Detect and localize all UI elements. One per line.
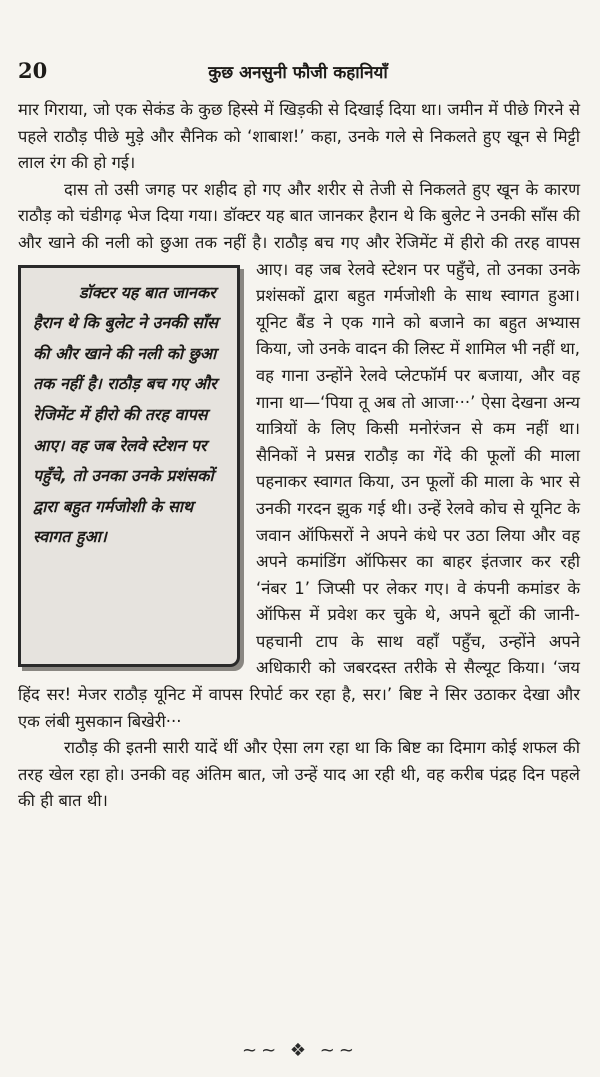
page-number: 20 [18,58,48,83]
body-text [18,97,580,815]
paragraph-2 [18,177,580,735]
pull-quote-box: डॉक्टर यह बात जानकर हैरान थे कि बुलेट ने उनकी साँस की और खाने की नली को छुआ तक नहीं है। राठौड़ बच गए और रेजिमेंट में हीरो की तरह वापस आए। वह जब रेलवे स्टेशन पर पहुँचे, तो उनका उनके प्रशंसकों द्वारा बहुत गर्मजोशी के साथ स्वागत हुआ। [18,265,240,667]
paragraph-2-rest: वह जब रेलवे स्टेशन पर पहुँचे, तो उनका उनके प्रशंसकों द्वारा बहुत गर्मजोशी के साथ स्वागत हुआ। यूनिट बैंड ने एक गाने को बजाने का बहुत अभ्यास किया, जो उनके वादन की लिस्ट में शामिल भी नहीं था, वह गाना उन्होंने रेलवे प्लेटफॉर्म पर बजाया, और वह गाना था—‘पिया तू अब तो आजा···’ ऐसा देखना अन्य यात्रियों के लिए किसी मनोरंजन से कम नहीं था। सैनिकों ने प्रसन्न राठौड़ का गेंदे की फूलों की माला पहनाकर स्वागत किया, उन फूलों की माला के भार से उनकी गरदन झुक गई थी। उन्हें रेलवे कोच से यूनिट के जवान ऑफिसरों ने अपने कंधे पर उठा लिया और वह अपने कमांडिंग ऑफिसर का बाहर इंतजार कर रही ‘नंबर 1’ जिप्सी पर लेकर गए। वे कंपनी कमांडर के ऑफिस में प्रवेश कर चुके थे, अपने बूटों की जानी-पहचानी टाप के साथ वहाँ पहुँच, उन्होंने अपने अधिकारी को जबरदस्त तरीके से सैल्यूट किया। ‘जय हिंद सर! मेजर राठौड़ यूनिट में वापस रिपोर्ट कर रहा है, सर।’ बिष्ट ने सिर उठाकर देखा और एक लंबी मुसकान बिखेरी··· [18,259,580,731]
page-header [18,58,578,86]
paragraph-2-lead: दास तो उसी जगह पर शहीद हो गए और शरीर से तेजी से निकलते हुए खून के कारण राठौड़ को चंडीगढ़ भेज दिया गया। डॉक्टर यह बात जानकर हैरान थे कि बुलेट ने उनकी साँस की और खाने की नली को छुआ तक नहीं है। राठौड़ बच गए और रेजिमेंट में हीरो की तरह वापस आए। [18,179,580,279]
paragraph-1: मार गिराया, जो एक सेकंड के कुछ हिस्से में खिड़की से दिखाई दिया था। जमीन में पीछे गिरने से पहले राठौड़ पीछे मुड़े और सैनिक को ‘शाबाश!’ कहा, उनके गले से निकलते हुए खून से मिट्टी लाल रंग की हो गई। [18,100,580,173]
running-title: कुछ अनसुनी फौजी कहानियाँ [208,63,388,83]
paragraph-3: राठौड़ की इतनी सारी यादें थीं और ऐसा लग रहा था कि बिष्ट का दिमाग कोई शफल की तरह खेल रहा हो। उनकी वह अंतिम बात, जो उन्हें याद आ रही थी, वह करीब पंद्रह दिन पहले की ही बात थी। [18,738,580,811]
section-end-ornament: ~~ ❖ ~~ [242,1040,358,1061]
